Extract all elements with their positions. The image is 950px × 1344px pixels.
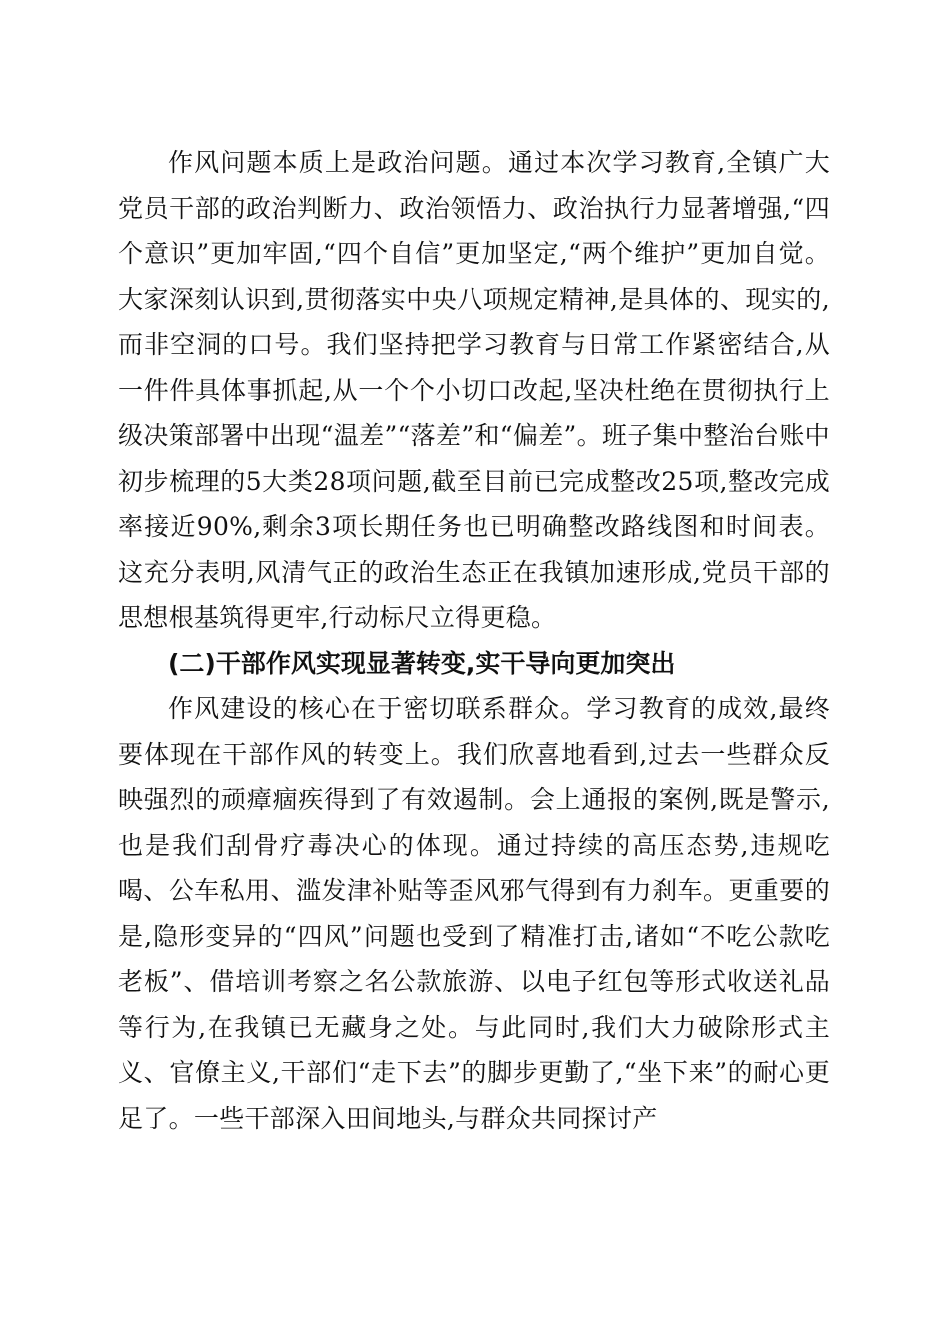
document-body [118, 140, 830, 1141]
paragraph-political-ecology: 作风问题本质上是政治问题。通过本次学习教育,全镇广大党员干部的政治判断力、政治领悟力、政治执行力显著增强,“四个意识”更加牢固,“四个自信”更加坚定,“两个维护”更加自觉。大家深刻认识到,贯彻落实中央八项规定精神,是具体的、现实的,而非空洞的口号。我们坚持把学习教育与日常工作紧密结合,从一件件具体事抓起,从一个个小切口改起,坚决杜绝在贯彻执行上级决策部署中出现“温差”“落差”和“偏差”。班子集中整治台账中初步梳理的5大类28项问题,截至目前已完成整改25项,整改完成率接近90%,剩余3项长期任务也已明确整改路线图和时间表。这充分表明,风清气正的政治生态正在我镇加速形成,党员干部的思想根基筑得更牢,行动标尺立得更稳。 [118, 148, 830, 632]
paragraph-cadre-style: 作风建设的核心在于密切联系群众。学习教育的成效,最终要体现在干部作风的转变上。我们欣喜地看到,过去一些群众反映强烈的顽瘴痼疾得到了有效遏制。会上通报的案例,既是警示,也是我们刮骨疗毒决心的体现。通过持续的高压态势,违规吃喝、公车私用、滥发津补贴等歪风邪气得到有力刹车。更重要的是,隐形变异的“四风”问题也受到了精准打击,诸如“不吃公款吃老板”、借培训考察之名公款旅游、以电子红包等形式收送礼品等行为,在我镇已无藏身之处。与此同时,我们大力破除形式主义、官僚主义,干部们“走下去”的脚步更勤了,“坐下来”的耐心更足了。一些干部深入田间地头,与群众共同探讨产 [118, 694, 830, 1133]
section-heading-cadre-style: (二)干部作风实现显著转变,实干导向更加突出 [168, 648, 676, 678]
